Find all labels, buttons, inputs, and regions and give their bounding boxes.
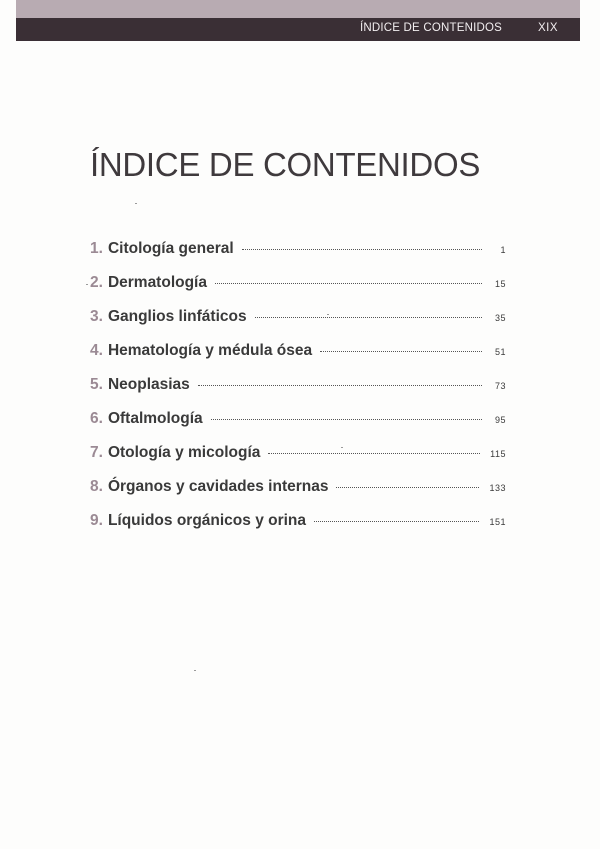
toc-entry[interactable] bbox=[90, 478, 506, 512]
toc-entry-page: 1 bbox=[500, 245, 506, 255]
table-of-contents bbox=[90, 240, 506, 546]
toc-entry-number: 6. bbox=[90, 410, 103, 427]
toc-entry-number: 2. bbox=[90, 274, 103, 291]
scan-speck bbox=[341, 447, 343, 448]
toc-entry-number: 1. bbox=[90, 240, 103, 257]
toc-entry[interactable] bbox=[90, 444, 506, 478]
toc-entry-page: 15 bbox=[494, 279, 506, 289]
dot-leader bbox=[320, 350, 482, 352]
header-accent-strip bbox=[16, 0, 580, 18]
toc-entry-title: Otología y micología bbox=[107, 444, 261, 461]
toc-entry[interactable] bbox=[90, 308, 506, 342]
scan-speck bbox=[86, 284, 88, 285]
scan-speck bbox=[194, 670, 196, 671]
toc-entry-title: Neoplasias bbox=[107, 376, 190, 393]
toc-entry-title: Hematología y médula ósea bbox=[107, 342, 313, 359]
toc-entry-page: 151 bbox=[489, 517, 506, 527]
scan-speck bbox=[135, 203, 137, 204]
toc-entry[interactable] bbox=[90, 376, 506, 410]
running-header bbox=[16, 0, 580, 41]
toc-entry-title: Órganos y cavidades internas bbox=[107, 478, 329, 495]
dot-leader bbox=[215, 282, 482, 284]
toc-entry[interactable] bbox=[90, 240, 506, 274]
toc-entry-title: Ganglios linfáticos bbox=[107, 308, 247, 325]
toc-entry-title: Citología general bbox=[107, 240, 234, 257]
toc-entry[interactable] bbox=[90, 410, 506, 444]
toc-entry-title: Líquidos orgánicos y orina bbox=[107, 512, 307, 529]
dot-leader bbox=[268, 452, 480, 454]
dot-leader bbox=[255, 316, 482, 318]
toc-entry-page: 73 bbox=[494, 381, 506, 391]
toc-entry-page: 133 bbox=[489, 483, 506, 493]
toc-entry[interactable] bbox=[90, 274, 506, 308]
toc-entry-title: Oftalmología bbox=[107, 410, 203, 427]
toc-entry[interactable] bbox=[90, 512, 506, 546]
dot-leader bbox=[198, 384, 482, 386]
toc-entry-page: 51 bbox=[494, 347, 506, 357]
toc-entry[interactable] bbox=[90, 342, 506, 376]
toc-entry-number: 7. bbox=[90, 444, 103, 461]
toc-entry-number: 9. bbox=[90, 512, 103, 529]
running-header-page-number: XIX bbox=[537, 22, 558, 34]
scan-speck bbox=[327, 314, 329, 315]
dot-leader bbox=[314, 520, 479, 522]
toc-entry-title: Dermatología bbox=[107, 274, 207, 291]
toc-entry-number: 3. bbox=[90, 308, 103, 325]
toc-entry-number: 8. bbox=[90, 478, 103, 495]
dot-leader bbox=[242, 248, 482, 250]
toc-entry-page: 95 bbox=[494, 415, 506, 425]
toc-entry-page: 115 bbox=[490, 449, 506, 459]
toc-entry-page: 35 bbox=[494, 313, 506, 323]
dot-leader bbox=[336, 486, 479, 488]
dot-leader bbox=[211, 418, 482, 420]
toc-entry-number: 4. bbox=[90, 342, 103, 359]
running-header-title: ÍNDICE DE CONTENIDOS bbox=[359, 22, 502, 34]
toc-entry-number: 5. bbox=[90, 376, 103, 393]
page-title: ÍNDICE DE CONTENIDOS bbox=[90, 146, 481, 183]
